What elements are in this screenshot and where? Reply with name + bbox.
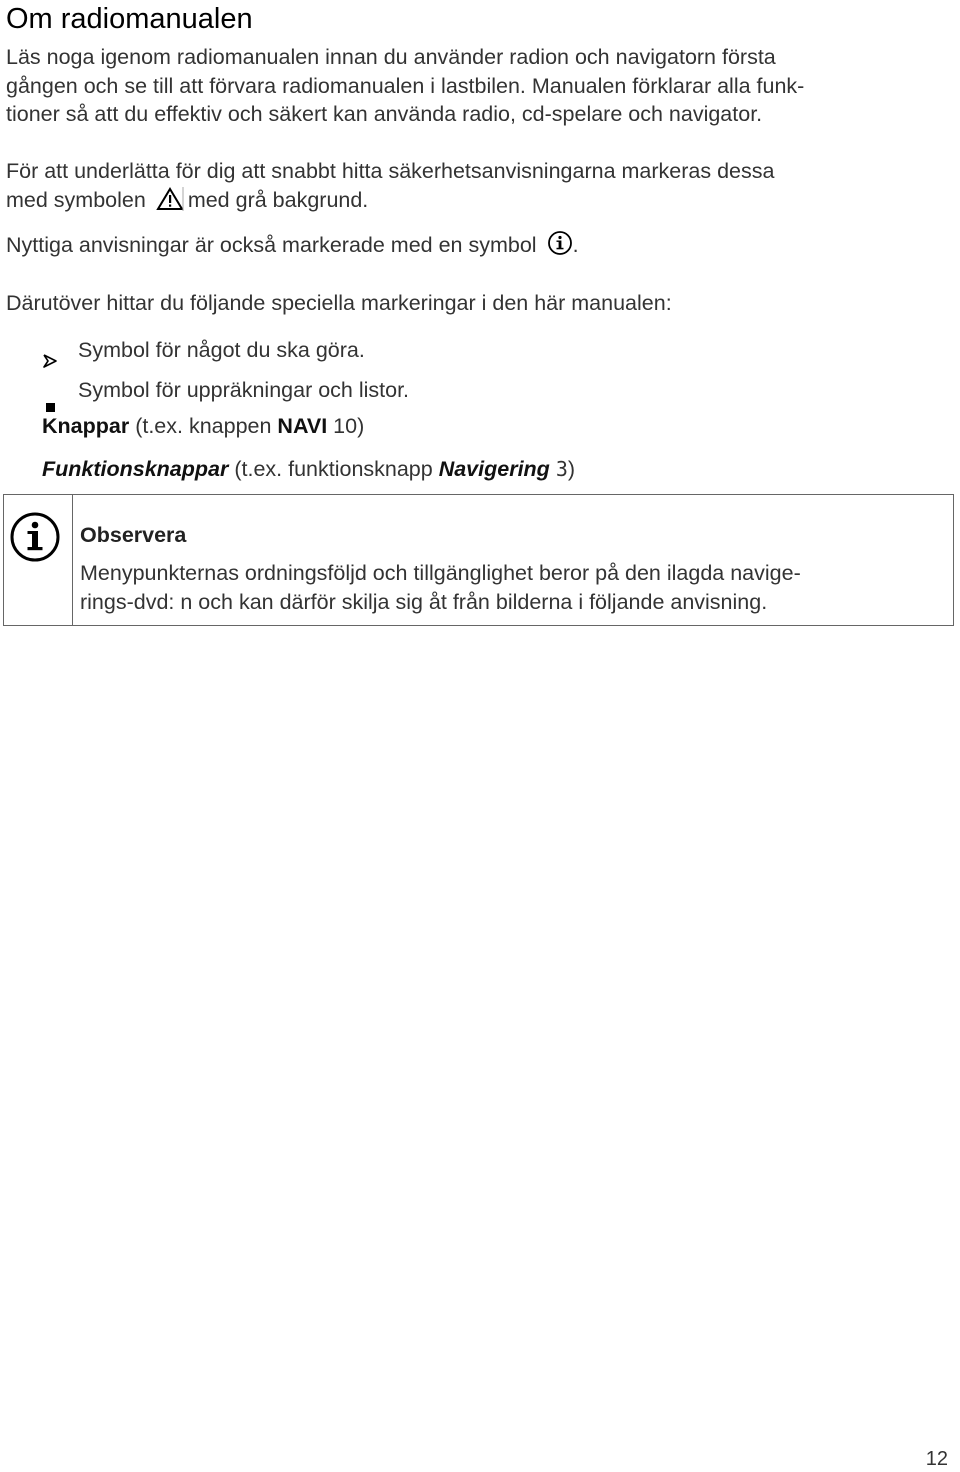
funktionsknappar-label: Funktionsknappar (42, 457, 229, 481)
note-divider (72, 495, 73, 625)
extra-paragraph: Därutöver hittar du följande speciella markeringar i den här manualen: (6, 291, 672, 315)
useful-end: . (572, 233, 579, 257)
warning-triangle-icon (156, 187, 184, 219)
knappar-example (42, 412, 364, 440)
page-number: 12 (925, 1448, 948, 1470)
info-circle-icon (547, 230, 573, 264)
knappar-label: Knappar (42, 414, 130, 438)
list-item (42, 330, 409, 370)
intro-paragraph (6, 43, 946, 129)
note-title: Observera (80, 523, 187, 547)
funktionsknappar-example (42, 455, 575, 483)
knappar-num: 10) (327, 414, 365, 438)
safety-before-icon: med symbolen (6, 187, 146, 212)
intro-line-1: Läs noga igenom radiomanualen innan du använder radion och navigatorn första (6, 45, 776, 69)
intro-line-3: tioner så att du effektiv och säkert kan använda radio, cd-spelare och navigator. (6, 102, 763, 126)
safety-after-icon: med grå bakgrund. (187, 187, 369, 212)
note-box (3, 494, 954, 626)
funktionsknappar-name: Navigering (438, 457, 550, 481)
list-item (42, 370, 409, 410)
useful-paragraph (6, 230, 926, 264)
safety-paragraph (6, 157, 926, 218)
funktionsknappar-close: ) (567, 457, 576, 481)
page-title: Om radiomanualen (6, 3, 253, 35)
list-item-text: Symbol för uppräkningar och listor. (78, 378, 410, 402)
funktionsknappar-mid: (t.ex. funktionsknapp (228, 457, 439, 481)
note-text (80, 559, 940, 617)
safety-line-1: För att underlätta för dig att snabbt hitta säkerhetsanvisningarna markeras dessa (6, 159, 775, 183)
list-item-text: Symbol för något du ska göra. (78, 338, 365, 362)
note-line-2: rings-dvd: n och kan därför skilja sig åt från bilderna i följande anvisning. (80, 590, 768, 614)
knappar-name: NAVI (277, 414, 328, 438)
useful-text: Nyttiga anvisningar är också markerade med en symbol (6, 233, 537, 257)
note-line-1: Menypunkternas ordningsföljd och tillgänglighet beror på den ilagda navige- (80, 561, 801, 585)
info-circle-icon (9, 511, 63, 568)
knappar-mid: (t.ex. knappen (129, 414, 278, 438)
funktionsknappar-num: 3 (555, 457, 568, 481)
marker-list (42, 330, 409, 410)
intro-line-2: gången och se till att förvara radiomanualen i lastbilen. Manualen förklarar alla funk- (6, 73, 805, 98)
